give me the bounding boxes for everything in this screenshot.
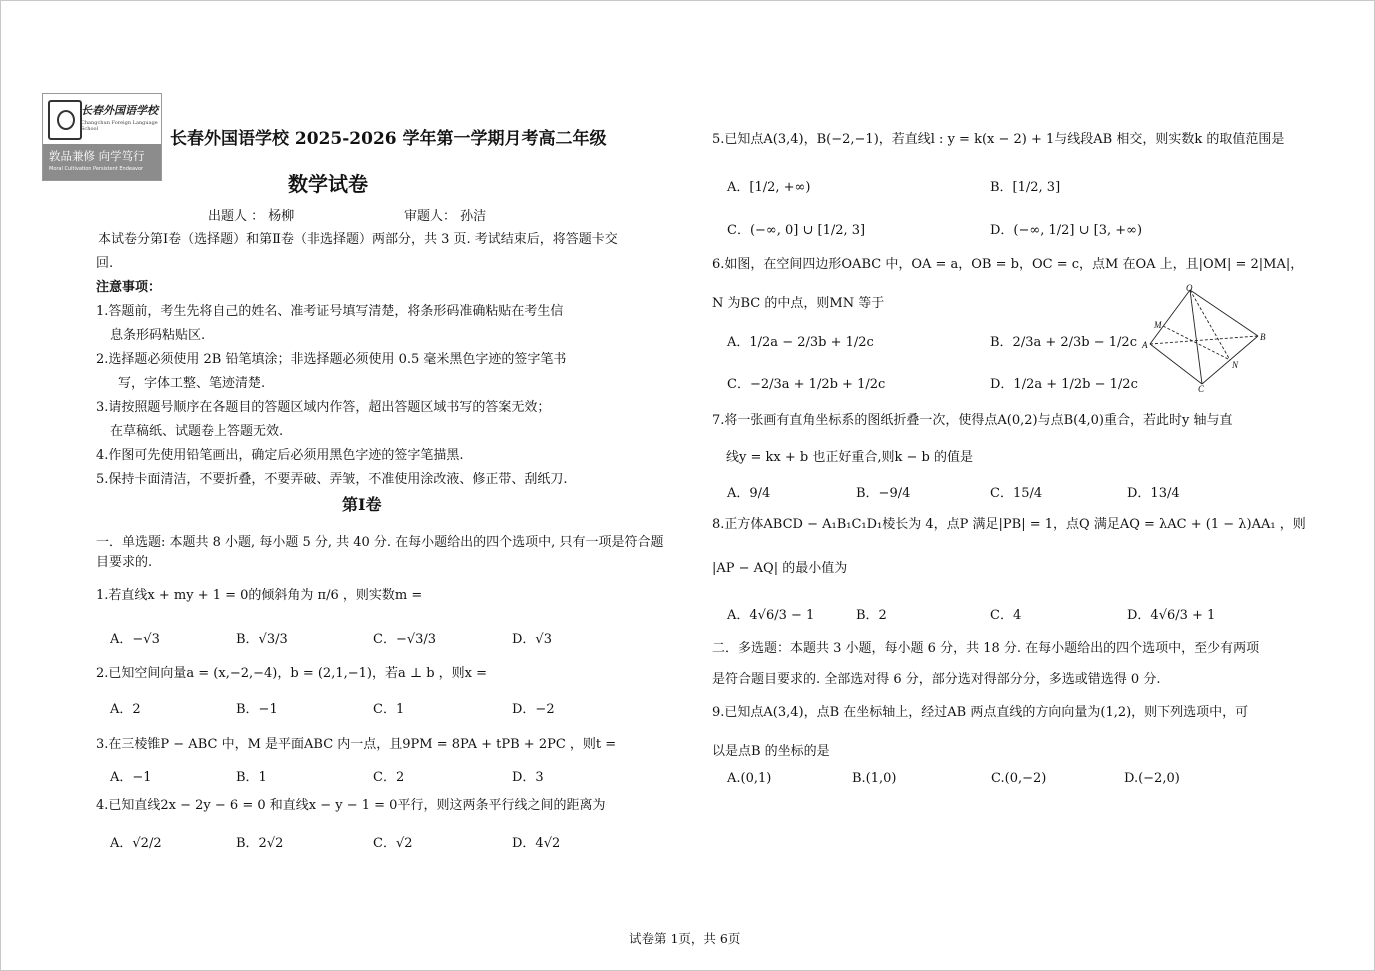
notice-item: 5.保持卡面清洁，不要折叠，不要弄破、弄皱，不准使用涂改液、修正带、刮纸刀. bbox=[96, 472, 568, 487]
question-4-stem: 4.已知直线2x − 2y − 6 = 0 和直线x − y − 1 = 0平行，则这两条平行线之间的距离为 bbox=[96, 798, 606, 813]
notice-item: 在草稿纸、试题卷上答题无效. bbox=[110, 424, 284, 439]
school-motto-english: Moral Cultivation Persistent Endeavor bbox=[49, 166, 144, 172]
question-9-option-a: A.(0,1) bbox=[727, 771, 772, 786]
school-logo bbox=[42, 93, 162, 181]
section2-desc: 二．多选题：本题共 3 小题，每小题 6 分，共 18 分. 在每小题给出的四个选项中，至少有两项 bbox=[712, 641, 1260, 656]
school-emblem-icon bbox=[48, 100, 82, 140]
question-7-option-d: D．13/4 bbox=[1127, 486, 1180, 501]
question-5-option-a: A．[1/2, +∞) bbox=[727, 180, 811, 195]
section1-desc: 目要求的. bbox=[96, 555, 153, 570]
question-7-stem-2: 线y = kx + b 也正好重合,则k − b 的值是 bbox=[726, 450, 973, 465]
notice-item: 息条形码粘贴区. bbox=[110, 328, 206, 343]
label-m: M bbox=[1154, 320, 1162, 330]
question-7-option-a: A．9/4 bbox=[727, 486, 771, 501]
section2-desc: 是符合题目要求的. 全部选对得 6 分，部分选对得部分分，多选或错选得 0 分. bbox=[712, 672, 1161, 687]
notice-item: 4.作图可先使用铅笔画出，确定后必须用黑色字迹的签字笔描黑. bbox=[96, 448, 464, 463]
question-2-option-a: A．2 bbox=[110, 702, 141, 717]
edge-ab bbox=[1150, 336, 1258, 344]
edge-oc bbox=[1190, 290, 1202, 384]
notice-item: 3.请按照题号顺序在各题目的答题区域内作答，超出答题区域书写的答案无效； bbox=[96, 400, 551, 415]
section1-title: 第Ⅰ卷 bbox=[342, 495, 382, 514]
edge-ac bbox=[1150, 344, 1202, 384]
notice-item: 2.选择题必须使用 2B 铅笔填涂；非选择题必须使用 0.5 毫米黑色字迹的签字笔书 bbox=[96, 352, 567, 367]
question-8-option-a: A．4√6/3 − 1 bbox=[727, 608, 815, 623]
intro-line-2: 回. bbox=[96, 256, 114, 271]
question-7-option-b: B．−9/4 bbox=[856, 486, 911, 501]
notice-item: 1.答题前，考生先将自己的姓名、准考证号填写清楚，将条形码准确粘贴在考生信 bbox=[96, 304, 564, 319]
question-8-stem-2: |AP − AQ| 的最小值为 bbox=[712, 561, 848, 576]
question-5-option-c: C．(−∞, 0] ∪ [1/2, 3] bbox=[727, 223, 866, 238]
tetrahedron-figure bbox=[1140, 284, 1272, 392]
question-7-stem: 7.将一张画有直角坐标系的图纸折叠一次，使得点A(0,2)与点B(4,0)重合，若此时y 轴与直 bbox=[712, 413, 1233, 428]
question-4-option-b: B．2√2 bbox=[236, 836, 284, 851]
question-8-stem: 8.正方体ABCD − A₁B₁C₁D₁棱长为 4，点P 满足|PB| = 1，点Q 满足AQ = λAC + (1 − λ)AA₁ ，则 bbox=[712, 517, 1306, 532]
reviewer-label: 审题人： 孙洁 bbox=[404, 209, 487, 224]
question-2-stem: 2.已知空间向量a = (x,−2,−4)，b = (2,1,−1)，若a ⊥ b ，则x = bbox=[96, 666, 488, 681]
question-5-stem: 5.已知点A(3,4)，B(−2,−1)，若直线l : y = k(x − 2) + 1与线段AB 相交，则实数k 的取值范围是 bbox=[712, 132, 1285, 147]
logo-school-name: 长春外国语学校 bbox=[81, 104, 158, 117]
label-c: C bbox=[1198, 384, 1205, 392]
edge-ob bbox=[1190, 290, 1258, 336]
question-6-option-a: A．1/2a − 2/3b + 1/2c bbox=[727, 335, 874, 350]
section1-desc: 一．单选题: 本题共 8 小题, 每小题 5 分, 共 40 分. 在每小题给出的四个选项中, 只有一项是符合题 bbox=[96, 535, 664, 550]
question-3-option-d: D．3 bbox=[512, 770, 544, 785]
question-2-option-b: B．−1 bbox=[236, 702, 278, 717]
edge-oa bbox=[1150, 290, 1190, 344]
question-9-option-b: B.(1,0) bbox=[852, 771, 897, 786]
question-9-option-d: D.(−2,0) bbox=[1124, 771, 1180, 786]
label-b: B bbox=[1260, 332, 1266, 342]
question-1-option-d: D．√3 bbox=[512, 632, 552, 647]
question-1-option-a: A．−√3 bbox=[110, 632, 160, 647]
question-6-stem: 6.如图，在空间四边形OABC 中，OA = a，OB = b，OC = c，点M 在OA 上，且|OM| = 2|MA|， bbox=[712, 257, 1304, 272]
question-1-stem: 1.若直线x + my + 1 = 0的倾斜角为 π/6 ，则实数m = bbox=[96, 588, 423, 603]
notice-title: 注意事项： bbox=[96, 280, 162, 295]
exam-title: 长春外国语学校 2025-2026 学年第一学期月考高二年级 bbox=[170, 129, 607, 149]
question-3-option-b: B．1 bbox=[236, 770, 267, 785]
question-8-option-d: D．4√6/3 + 1 bbox=[1127, 608, 1216, 623]
label-n: N bbox=[1232, 360, 1239, 370]
label-o: O bbox=[1186, 284, 1193, 293]
question-8-option-b: B．2 bbox=[856, 608, 887, 623]
intro-line-1: 本试卷分第Ⅰ卷（选择题）和第Ⅱ卷（非选择题）两部分，共 3 页. 考试结束后，将答题卡交 bbox=[98, 232, 618, 247]
question-9-option-c: C.(0,−2) bbox=[991, 771, 1047, 786]
question-1-option-b: B．√3/3 bbox=[236, 632, 288, 647]
logo-school-english: Changchun Foreign Language School bbox=[81, 120, 158, 132]
question-2-option-c: C．1 bbox=[373, 702, 405, 717]
question-3-option-c: C．2 bbox=[373, 770, 405, 785]
notice-item: 写，字体工整、笔迹清楚. bbox=[118, 376, 266, 391]
question-2-option-d: D．−2 bbox=[512, 702, 555, 717]
exam-subtitle: 数学试卷 bbox=[288, 172, 368, 196]
question-4-option-c: C．√2 bbox=[373, 836, 413, 851]
question-6-option-b: B．2/3a + 2/3b − 1/2c bbox=[990, 335, 1137, 350]
question-6-option-c: C．−2/3a + 1/2b + 1/2c bbox=[727, 377, 886, 392]
question-9-stem-2: 以是点B 的坐标的是 bbox=[712, 744, 830, 759]
question-7-option-c: C．15/4 bbox=[990, 486, 1043, 501]
question-5-option-d: D．(−∞, 1/2] ∪ [3, +∞) bbox=[990, 223, 1143, 238]
question-9-stem: 9.已知点A(3,4)，点B 在坐标轴上，经过AB 两点直线的方向向量为(1,2)，则下列选项中，可 bbox=[712, 705, 1249, 720]
label-a: A bbox=[1142, 340, 1148, 350]
page-footer: 试卷第 1页，共 6页 bbox=[629, 931, 741, 946]
author-label: 出题人 ： 杨柳 bbox=[208, 209, 295, 224]
question-6-option-d: D．1/2a + 1/2b − 1/2c bbox=[990, 377, 1138, 392]
question-5-option-b: B．[1/2, 3] bbox=[990, 180, 1061, 195]
question-3-stem: 3.在三棱锥P − ABC 中，M 是平面ABC 内一点，且9PM = 8PA + tPB + 2PC ，则t = bbox=[96, 737, 617, 752]
school-motto: 敦品兼修 向学笃行 bbox=[49, 149, 145, 163]
question-8-option-c: C．4 bbox=[990, 608, 1022, 623]
question-4-option-a: A．√2/2 bbox=[110, 836, 162, 851]
question-6-stem-2: N 为BC 的中点，则MN 等于 bbox=[712, 296, 885, 311]
question-1-option-c: C．−√3/3 bbox=[373, 632, 437, 647]
question-4-option-d: D．4√2 bbox=[512, 836, 561, 851]
question-3-option-a: A．−1 bbox=[110, 770, 152, 785]
